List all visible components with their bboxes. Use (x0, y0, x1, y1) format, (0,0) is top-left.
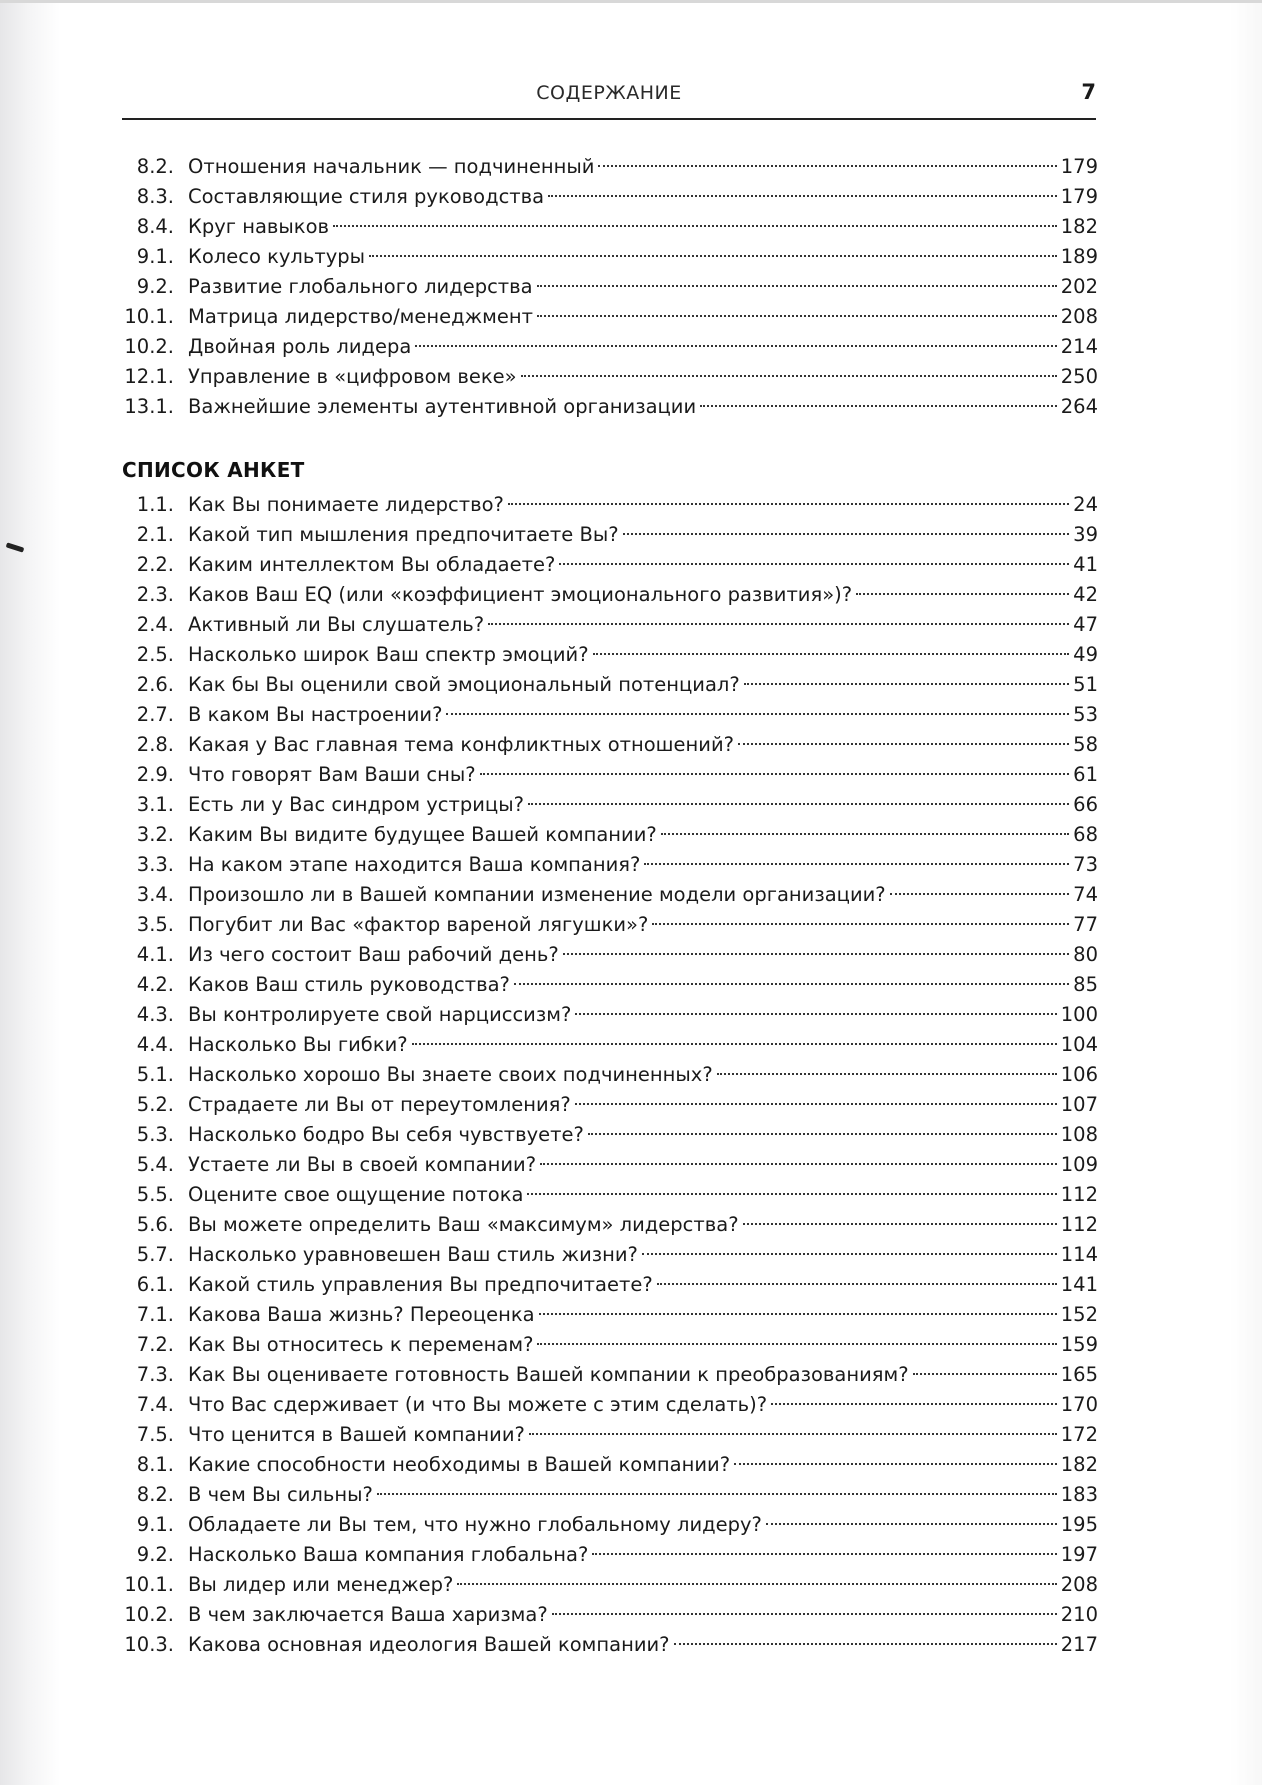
dot-leader (856, 593, 1069, 595)
questionnaire-entry (122, 1600, 1098, 1630)
entry-number: 8.4. (136, 215, 174, 238)
entry-number: 9.1. (136, 245, 174, 268)
entry-number: 2.5. (136, 643, 174, 666)
entry-number: 5.6. (136, 1213, 174, 1236)
entry-page-number: 51 (1073, 673, 1098, 696)
entry-page-number: 182 (1060, 215, 1098, 238)
entry-title: В чем заключается Ваша харизма? (188, 1603, 548, 1626)
entry-number: 8.3. (136, 185, 174, 208)
questionnaire-entry (122, 940, 1098, 970)
questionnaire-entry (122, 1420, 1098, 1450)
entry-number: 8.2. (136, 1483, 174, 1506)
margin-pen-mark (6, 542, 25, 552)
dot-leader (661, 833, 1069, 835)
entry-number: 5.2. (136, 1093, 174, 1116)
entry-number: 4.3. (136, 1003, 174, 1026)
questionnaire-entry (122, 850, 1098, 880)
questionnaire-entry (122, 1270, 1098, 1300)
entry-title: Вы контролируете свой нарциссизм? (188, 1003, 572, 1026)
figure-entry (122, 332, 1098, 362)
entry-title: Матрица лидерство/менеджмент (188, 305, 533, 328)
dot-leader (537, 315, 1057, 317)
entry-page-number: 250 (1060, 365, 1098, 388)
entry-title: Колесо культуры (188, 245, 366, 268)
questionnaire-entry (122, 1240, 1098, 1270)
questionnaire-entry (122, 640, 1098, 670)
questionnaire-entry (122, 580, 1098, 610)
entry-number: 5.5. (136, 1183, 174, 1206)
questionnaire-entry (122, 1510, 1098, 1540)
entry-number: 3.5. (136, 913, 174, 936)
dot-leader (623, 533, 1070, 535)
questionnaire-entry (122, 1360, 1098, 1390)
dot-leader (527, 1193, 1056, 1195)
questionnaire-entry (122, 790, 1098, 820)
entry-page-number: 208 (1060, 305, 1098, 328)
dot-leader (652, 923, 1069, 925)
questionnaire-entry (122, 1390, 1098, 1420)
entry-number: 13.1. (124, 395, 174, 418)
entry-number: 2.4. (136, 613, 174, 636)
entry-page-number: 141 (1060, 1273, 1098, 1296)
questionnaire-entry (122, 880, 1098, 910)
entry-number: 2.7. (136, 703, 174, 726)
dot-leader (508, 503, 1069, 505)
dot-leader (890, 893, 1070, 895)
dot-leader (744, 683, 1069, 685)
questionnaire-entry (122, 1090, 1098, 1120)
entry-number: 8.2. (136, 155, 174, 178)
dot-leader (766, 1523, 1057, 1525)
entry-title: Каким интеллектом Вы обладаете? (188, 553, 556, 576)
dot-leader (657, 1283, 1057, 1285)
questionnaire-entry (122, 490, 1098, 520)
dot-leader (559, 563, 1069, 565)
dot-leader (598, 165, 1056, 167)
dot-leader (333, 225, 1057, 227)
entry-title: Погубит ли Вас «фактор вареной лягушки»? (188, 913, 649, 936)
dot-leader (415, 345, 1056, 347)
dot-leader (588, 1133, 1057, 1135)
dot-leader (488, 623, 1069, 625)
dot-leader (412, 1043, 1057, 1045)
entry-title: В чем Вы сильны? (188, 1483, 373, 1506)
figure-entry (122, 152, 1098, 182)
entry-page-number: 24 (1073, 493, 1098, 516)
entry-title: Каков Ваш EQ (или «коэффициент эмоционального развития»)? (188, 583, 853, 606)
entry-page-number: 208 (1060, 1573, 1098, 1596)
questionnaire-entry (122, 1030, 1098, 1060)
entry-title: Активный ли Вы слушатель? (188, 613, 485, 636)
questionnaire-entry (122, 1540, 1098, 1570)
entry-page-number: 100 (1060, 1003, 1098, 1026)
questionnaire-entry (122, 1480, 1098, 1510)
entry-title: Что ценится в Вашей компании? (188, 1423, 525, 1446)
entry-title: Управление в «цифровом веке» (188, 365, 517, 388)
entry-number: 8.1. (136, 1453, 174, 1476)
entry-page-number: 183 (1060, 1483, 1098, 1506)
entry-page-number: 170 (1060, 1393, 1098, 1416)
entry-title: Какова Ваша жизнь? Переоценка (188, 1303, 535, 1326)
questionnaire-entry (122, 970, 1098, 1000)
questionnaire-entry (122, 730, 1098, 760)
entry-page-number: 47 (1073, 613, 1098, 636)
entry-number: 3.1. (136, 793, 174, 816)
figure-entry (122, 272, 1098, 302)
entry-page-number: 197 (1060, 1543, 1098, 1566)
questionnaire-entry (122, 520, 1098, 550)
entry-title: Как Вы относитесь к переменам? (188, 1333, 534, 1356)
entry-number: 5.4. (136, 1153, 174, 1176)
entry-title: Насколько Вы гибки? (188, 1033, 408, 1056)
questionnaire-entry (122, 1300, 1098, 1330)
entry-page-number: 112 (1060, 1183, 1098, 1206)
entry-page-number: 80 (1073, 943, 1098, 966)
entry-page-number: 106 (1060, 1063, 1098, 1086)
questionnaire-entry (122, 1450, 1098, 1480)
entry-number: 3.3. (136, 853, 174, 876)
entry-page-number: 195 (1060, 1513, 1098, 1536)
entry-page-number: 66 (1073, 793, 1098, 816)
dot-leader (738, 743, 1069, 745)
figure-entry (122, 212, 1098, 242)
entry-page-number: 214 (1060, 335, 1098, 358)
entry-page-number: 107 (1060, 1093, 1098, 1116)
entry-number: 2.3. (136, 583, 174, 606)
entry-title: Обладаете ли Вы тем, что нужно глобальному лидеру? (188, 1513, 762, 1536)
entry-title: На каком этапе находится Ваша компания? (188, 853, 641, 876)
entry-number: 7.5. (136, 1423, 174, 1446)
dot-leader (734, 1463, 1057, 1465)
dot-leader (743, 1223, 1057, 1225)
questionnaire-entry (122, 1180, 1098, 1210)
figures-list (122, 152, 1098, 422)
questionnaire-entry (122, 1210, 1098, 1240)
dot-leader (537, 285, 1057, 287)
entry-number: 4.1. (136, 943, 174, 966)
entry-page-number: 49 (1073, 643, 1098, 666)
dot-leader (913, 1373, 1057, 1375)
entry-title: Отношения начальник — подчиненный (188, 155, 595, 178)
entry-title: Круг навыков (188, 215, 329, 238)
questionnaire-entry (122, 1060, 1098, 1090)
dot-leader (480, 773, 1070, 775)
entry-title: Каким Вы видите будущее Вашей компании? (188, 823, 657, 846)
dot-leader (563, 953, 1069, 955)
entry-page-number: 202 (1060, 275, 1098, 298)
entry-title: Произошло ли в Вашей компании изменение модели организации? (188, 883, 886, 906)
page-top-edge (0, 0, 1262, 3)
entry-number: 7.4. (136, 1393, 174, 1416)
entry-page-number: 189 (1060, 245, 1098, 268)
entry-page-number: 112 (1060, 1213, 1098, 1236)
entry-title: Из чего состоит Ваш рабочий день? (188, 943, 559, 966)
figure-entry (122, 182, 1098, 212)
questionnaire-entry (122, 760, 1098, 790)
questionnaire-entry (122, 670, 1098, 700)
dot-leader (642, 1253, 1057, 1255)
entry-number: 3.4. (136, 883, 174, 906)
entry-number: 2.9. (136, 763, 174, 786)
entry-page-number: 179 (1060, 185, 1098, 208)
entry-title: Двойная роль лидера (188, 335, 412, 358)
entry-number: 9.1. (136, 1513, 174, 1536)
dot-leader (548, 195, 1057, 197)
page-number: 7 (1081, 80, 1096, 104)
dot-leader (540, 1163, 1057, 1165)
dot-leader (674, 1643, 1057, 1645)
entry-page-number: 109 (1060, 1153, 1098, 1176)
entry-page-number: 41 (1073, 553, 1098, 576)
dot-leader (528, 803, 1069, 805)
entry-number: 10.3. (124, 1633, 174, 1656)
entry-title: Составляющие стиля руководства (188, 185, 545, 208)
dot-leader (575, 1103, 1057, 1105)
entry-title: Какие способности необходимы в Вашей компании? (188, 1453, 731, 1476)
entry-number: 3.2. (136, 823, 174, 846)
dot-leader (771, 1403, 1057, 1405)
entry-page-number: 85 (1073, 973, 1098, 996)
entry-title: Насколько хорошо Вы знаете своих подчиненных? (188, 1063, 713, 1086)
dot-leader (644, 863, 1069, 865)
entry-number: 9.2. (136, 1543, 174, 1566)
entry-title: Какова основная идеология Вашей компании? (188, 1633, 670, 1656)
entry-title: Какой стиль управления Вы предпочитаете? (188, 1273, 653, 1296)
dot-leader (521, 375, 1057, 377)
entry-title: Что Вас сдерживает (и что Вы можете с этим сделать)? (188, 1393, 768, 1416)
questionnaire-entry (122, 1630, 1098, 1660)
entry-title: Устаете ли Вы в своей компании? (188, 1153, 537, 1176)
dot-leader (552, 1613, 1057, 1615)
questionnaire-entry (122, 610, 1098, 640)
dot-leader (369, 255, 1057, 257)
questionnaire-entry (122, 1330, 1098, 1360)
entry-page-number: 61 (1073, 763, 1098, 786)
entry-title: Вы лидер или менеджер? (188, 1573, 454, 1596)
dot-leader (717, 1073, 1057, 1075)
entry-number: 2.6. (136, 673, 174, 696)
entry-page-number: 264 (1060, 395, 1098, 418)
dot-leader (377, 1493, 1057, 1495)
entry-number: 4.2. (136, 973, 174, 996)
running-header (122, 78, 1096, 120)
entry-title: Какая у Вас главная тема конфликтных отношений? (188, 733, 734, 756)
entry-number: 10.2. (124, 335, 174, 358)
entry-number: 6.1. (136, 1273, 174, 1296)
entry-number: 1.1. (136, 493, 174, 516)
questionnaire-entry (122, 1150, 1098, 1180)
dot-leader (457, 1583, 1056, 1585)
questionnaire-entry (122, 1570, 1098, 1600)
entry-number: 4.4. (136, 1033, 174, 1056)
entry-title: Насколько Ваша компания глобальна? (188, 1543, 589, 1566)
entry-page-number: 53 (1073, 703, 1098, 726)
entry-page-number: 210 (1060, 1603, 1098, 1626)
entry-title: Как Вы оцениваете готовность Вашей компании к преобразованиям? (188, 1363, 909, 1386)
entry-page-number: 39 (1073, 523, 1098, 546)
entry-number: 2.8. (136, 733, 174, 756)
questionnaire-entry (122, 700, 1098, 730)
entry-page-number: 58 (1073, 733, 1098, 756)
entry-page-number: 172 (1060, 1423, 1098, 1446)
entry-title: Какой тип мышления предпочитаете Вы? (188, 523, 619, 546)
entry-page-number: 182 (1060, 1453, 1098, 1476)
dot-leader (593, 653, 1070, 655)
dot-leader (446, 713, 1069, 715)
questionnaires-heading: СПИСОК АНКЕТ (122, 458, 305, 482)
entry-number: 2.2. (136, 553, 174, 576)
dot-leader (529, 1433, 1057, 1435)
entry-number: 9.2. (136, 275, 174, 298)
entry-page-number: 159 (1060, 1333, 1098, 1356)
dot-leader (514, 983, 1069, 985)
entry-page-number: 114 (1060, 1243, 1098, 1266)
entry-page-number: 179 (1060, 155, 1098, 178)
dot-leader (700, 405, 1057, 407)
entry-number: 7.1. (136, 1303, 174, 1326)
figure-entry (122, 362, 1098, 392)
entry-title: Важнейшие элементы аутентивной организации (188, 395, 697, 418)
dot-leader (592, 1553, 1056, 1555)
questionnaire-entry (122, 550, 1098, 580)
entry-number: 10.2. (124, 1603, 174, 1626)
dot-leader (539, 1313, 1057, 1315)
entry-page-number: 77 (1073, 913, 1098, 936)
dot-leader (575, 1013, 1056, 1015)
entry-title: В каком Вы настроении? (188, 703, 443, 726)
entry-page-number: 217 (1060, 1633, 1098, 1656)
entry-number: 5.7. (136, 1243, 174, 1266)
entry-title: Как Вы понимаете лидерство? (188, 493, 504, 516)
entry-title: Оцените свое ощущение потока (188, 1183, 524, 1206)
entry-number: 10.1. (124, 305, 174, 328)
entry-number: 5.1. (136, 1063, 174, 1086)
entry-number: 5.3. (136, 1123, 174, 1146)
entry-title: Насколько бодро Вы себя чувствуете? (188, 1123, 584, 1146)
figure-entry (122, 242, 1098, 272)
entry-page-number: 104 (1060, 1033, 1098, 1056)
entry-page-number: 42 (1073, 583, 1098, 606)
questionnaire-entry (122, 1000, 1098, 1030)
questionnaire-entry (122, 910, 1098, 940)
entry-page-number: 152 (1060, 1303, 1098, 1326)
running-header-title: СОДЕРЖАНИЕ (536, 82, 682, 104)
figure-entry (122, 392, 1098, 422)
entry-title: Вы можете определить Ваш «максимум» лидерства? (188, 1213, 739, 1236)
entry-page-number: 74 (1073, 883, 1098, 906)
entry-number: 7.2. (136, 1333, 174, 1356)
entry-number: 2.1. (136, 523, 174, 546)
entry-page-number: 108 (1060, 1123, 1098, 1146)
dot-leader (537, 1343, 1056, 1345)
entry-title: Страдаете ли Вы от переутомления? (188, 1093, 571, 1116)
entry-title: Каков Ваш стиль руководства? (188, 973, 510, 996)
questionnaire-entry (122, 820, 1098, 850)
questionnaires-list (122, 490, 1098, 1660)
entry-title: Как бы Вы оценили свой эмоциональный потенциал? (188, 673, 740, 696)
entry-number: 7.3. (136, 1363, 174, 1386)
entry-page-number: 73 (1073, 853, 1098, 876)
entry-page-number: 68 (1073, 823, 1098, 846)
entry-number: 12.1. (124, 365, 174, 388)
entry-page-number: 165 (1060, 1363, 1098, 1386)
entry-title: Есть ли у Вас синдром устрицы? (188, 793, 524, 816)
figure-entry (122, 302, 1098, 332)
entry-title: Развитие глобального лидерства (188, 275, 533, 298)
entry-title: Что говорят Вам Ваши сны? (188, 763, 476, 786)
entry-title: Насколько широк Ваш спектр эмоций? (188, 643, 589, 666)
questionnaire-entry (122, 1120, 1098, 1150)
entry-title: Насколько уравновешен Ваш стиль жизни? (188, 1243, 638, 1266)
entry-number: 10.1. (124, 1573, 174, 1596)
